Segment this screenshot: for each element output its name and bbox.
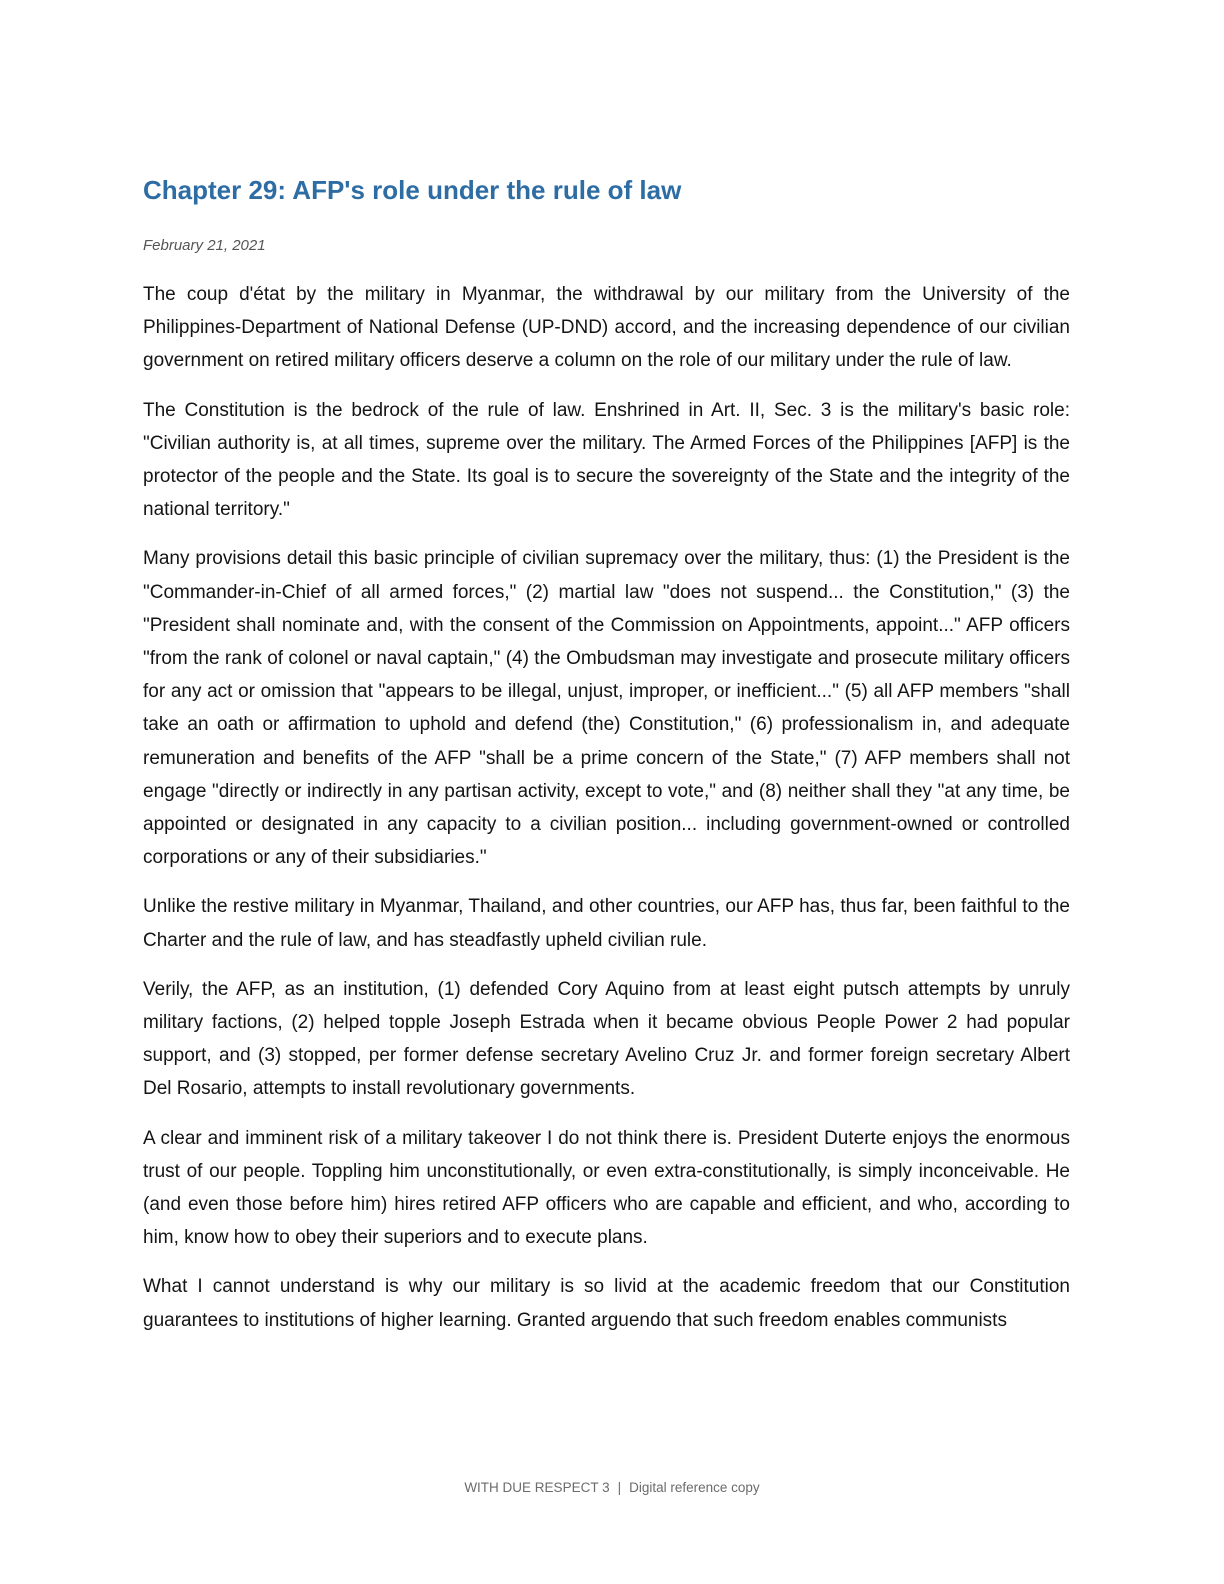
body-paragraph: The Constitution is the bedrock of the rule of law. Enshrined in Art. II, Sec. 3 is the military's basic role: "Civilian authority is, at all times, supreme over the military. The Armed Forces of the Philippines [AFP] is the protector of the people and the State. Its goal is to secure the sovereignty of the State and the integrity of the national territory." — [143, 399, 1070, 521]
page-footer — [0, 1480, 1224, 1495]
footer-book-title: WITH DUE RESPECT 3 — [464, 1480, 610, 1495]
body-paragraph: What I cannot understand is why our military is so livid at the academic freedom that our Constitution guarantees to institutions of higher learning. Granted arguendo that such freedom enables communists — [143, 1276, 1070, 1331]
body-paragraph: The coup d'état by the military in Myanmar, the withdrawal by our military from the University of the Philippines-Department of National Defense (UP-DND) accord, and the increasing dependence of our civilian government on retired military officers deserve a column on the role of our military under the rule of law. — [143, 284, 1070, 372]
body-paragraph: A clear and imminent risk of a military takeover I do not think there is. President Duterte enjoys the enormous trust of our people. Toppling him unconstitutionally, or even extra-constitutionally, is simply inconceivable. He (and even those before him) hires retired AFP officers who are capable and efficient, and who, according to him, know how to obey their superiors and to execute plans. — [143, 1127, 1070, 1249]
chapter-title: Chapter 29: AFP's role under the rule of law — [143, 175, 682, 205]
footer-copy-note: Digital reference copy — [629, 1480, 760, 1495]
document-page — [143, 172, 1070, 1353]
footer-separator: | — [617, 1480, 622, 1495]
publication-date: February 21, 2021 — [143, 237, 266, 254]
body-paragraph: Verily, the AFP, as an institution, (1) defended Cory Aquino from at least eight putsch attempts by unruly military factions, (2) helped topple Joseph Estrada when it became obvious People Power 2 had popular support, and (3) stopped, per former defense secretary Avelino Cruz Jr. and former foreign secretary Albert Del Rosario, attempts to install revolutionary governments. — [143, 978, 1070, 1100]
body-paragraph: Many provisions detail this basic principle of civilian supremacy over the military, thus: (1) the President is the "Commander-in-Chief of all armed forces," (2) martial law "does not suspend... the Constitution," (3) the "President shall nominate and, with the consent of the Commission on Appointments, appoint..." AFP officers "from the rank of colonel or naval captain," (4) the Ombudsman may investigate and prosecute military officers for any act or omission that "appears to be illegal, unjust, improper, or inefficient..." (5) all AFP members "shall take an oath or affirmation to uphold and defend (the) Constitution," (6) professionalism in, and adequate remuneration and benefits of the AFP "shall be a prime concern of the State," (7) AFP members shall not engage "directly or indirectly in any partisan activity, except to vote," and (8) neither shall they "at any time, be appointed or designated in any capacity to a civilian position... including government-owned or controlled corporations or any of their subsidiaries." — [143, 548, 1070, 869]
body-paragraph: Unlike the restive military in Myanmar, Thailand, and other countries, our AFP has, thus far, been faithful to the Charter and the rule of law, and has steadfastly upheld civilian rule. — [143, 896, 1070, 951]
